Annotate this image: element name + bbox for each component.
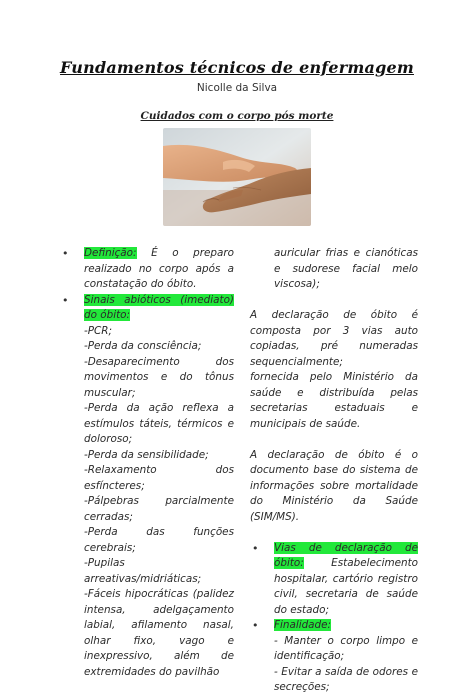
vias-text: Estabelecimento hospitalar, cartório registro civil, secretaria de saúde do estado; <box>274 557 418 616</box>
paragraph-declaration: A declaração de óbito é composta por 3 vias auto copiadas, pré numeradas sequencialmente; <box>250 309 418 368</box>
sign-item: -PCR; <box>84 324 112 337</box>
sign-item: -Perda das funções cerebrais; <box>84 526 234 554</box>
list-item-vias <box>250 541 418 619</box>
sign-item: -Relaxamento dos esfíncteres; <box>84 464 234 492</box>
sign-item: -Perda da consciência; <box>84 340 202 352</box>
definition-text: É o preparo realizado no corpo após a constatação do óbito. <box>84 247 234 290</box>
sign-item: -Pupilas arreativas/midriáticas; <box>84 557 202 585</box>
finalidade-item: - Manter o corpo limpo e identificação; <box>274 634 418 662</box>
sign-item: -Pálpebras parcialmente cerradas; <box>84 495 234 523</box>
right-column <box>250 246 418 696</box>
sign-item: -Desaparecimento dos movimentos e do tônus muscular; <box>84 355 234 399</box>
paragraph-distribution: fornecida pelo Ministério da saúde e distribuída pelas secretarias estaduais e municipais de saúde. <box>250 371 418 430</box>
finalidade-label: Finalidade: <box>274 619 332 631</box>
sign-item: -Perda da ação reflexa a estímulos táteis, térmicos e doloroso; <box>84 402 234 445</box>
definition-label: Definição: <box>84 247 137 259</box>
signs-label: Sinais abióticos (imediato) do óbito: <box>84 293 234 321</box>
sign-item: -Fáceis hipocráticas (palidez intensa, adelgaçamento labial, afilamento nasal, olhar fixo, vago e inexpressivo, além de extremidades do pavilhão <box>84 588 234 678</box>
list-item-definition <box>60 246 234 293</box>
list-item-finalidade <box>250 618 418 696</box>
left-column <box>60 246 234 680</box>
paragraph-system: A declaração de óbito é o documento base do sistema de informações sobre mortalidade do Ministério da Saúde (SIM/MS). <box>250 448 418 523</box>
continuation-text: auricular frias e cianóticas e sudorese facial melo viscosa); <box>274 247 418 290</box>
vias-label: Vias de declaração de óbito: <box>274 541 418 569</box>
section-subtitle: Cuidados com o corpo pós morte <box>140 110 334 122</box>
author-name: Nicolle da Silva <box>196 82 278 94</box>
hands-photo <box>163 128 311 226</box>
sign-item: -Perda da sensibilidade; <box>84 448 209 461</box>
finalidade-item: - Evitar a saída de odores e secreções; <box>274 665 418 693</box>
document-title: Fundamentos técnicos de enfermagem <box>60 58 414 77</box>
list-item-signs <box>60 293 234 681</box>
